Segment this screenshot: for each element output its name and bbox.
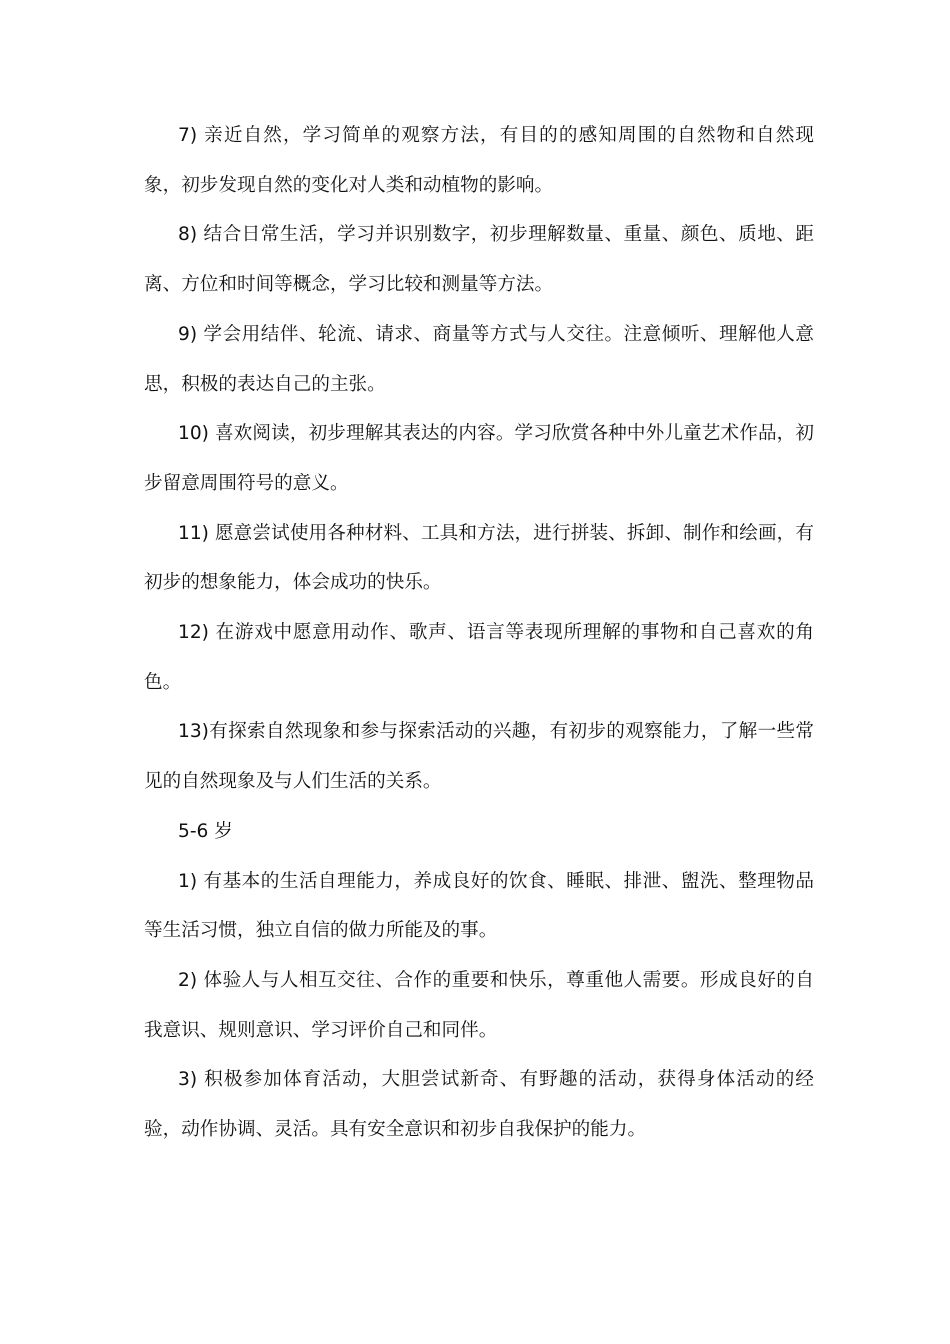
paragraph-age-5-6-goal-1: 1) 有基本的生活自理能力，养成良好的饮食、睡眠、排泄、盥洗、整理物品等生活习惯，独立自信的做力所能及的事。 [144,870,814,942]
paragraph-goal-10: 10) 喜欢阅读，初步理解其表达的内容。学习欣赏各种中外儿童艺术作品，初步留意周围符号的意义。 [144,423,814,494]
paragraph-goal-8: 8) 结合日常生活，学习并识别数字，初步理解数量、重量、颜色、质地、距离、方位和时间等概念，学习比较和测量等方法。 [144,224,814,296]
paragraph-goal-11: 11) 愿意尝试使用各种材料、工具和方法，进行拼装、拆卸、制作和绘画，有初步的想象能力，体会成功的快乐。 [144,522,814,594]
paragraph-age-5-6-goal-2: 2) 体验人与人相互交往、合作的重要和快乐，尊重他人需要。形成良好的自我意识、规则意识、学习评价自己和同伴。 [144,969,814,1041]
section-heading-age-5-6: 5-6 岁 [178,820,233,842]
paragraph-age-5-6-goal-3: 3) 积极参加体育活动，大胆尝试新奇、有野趣的活动，获得身体活动的经验，动作协调、灵活。具有安全意识和初步自我保护的能力。 [144,1069,814,1141]
paragraph-goal-13: 13)有探索自然现象和参与探索活动的兴趣，有初步的观察能力，了解一些常见的自然现象及与人们生活的关系。 [144,721,814,793]
document-body [144,111,814,1155]
paragraph-goal-7: 7) 亲近自然，学习简单的观察方法，有目的的感知周围的自然物和自然现象，初步发现自然的变化对人类和动植物的影响。 [144,125,814,196]
paragraph-goal-12: 12) 在游戏中愿意用动作、歌声、语言等表现所理解的事物和自己喜欢的角色。 [144,622,814,693]
paragraph-goal-9: 9) 学会用结伴、轮流、请求、商量等方式与人交往。注意倾听、理解他人意思，积极的表达自己的主张。 [144,323,814,395]
